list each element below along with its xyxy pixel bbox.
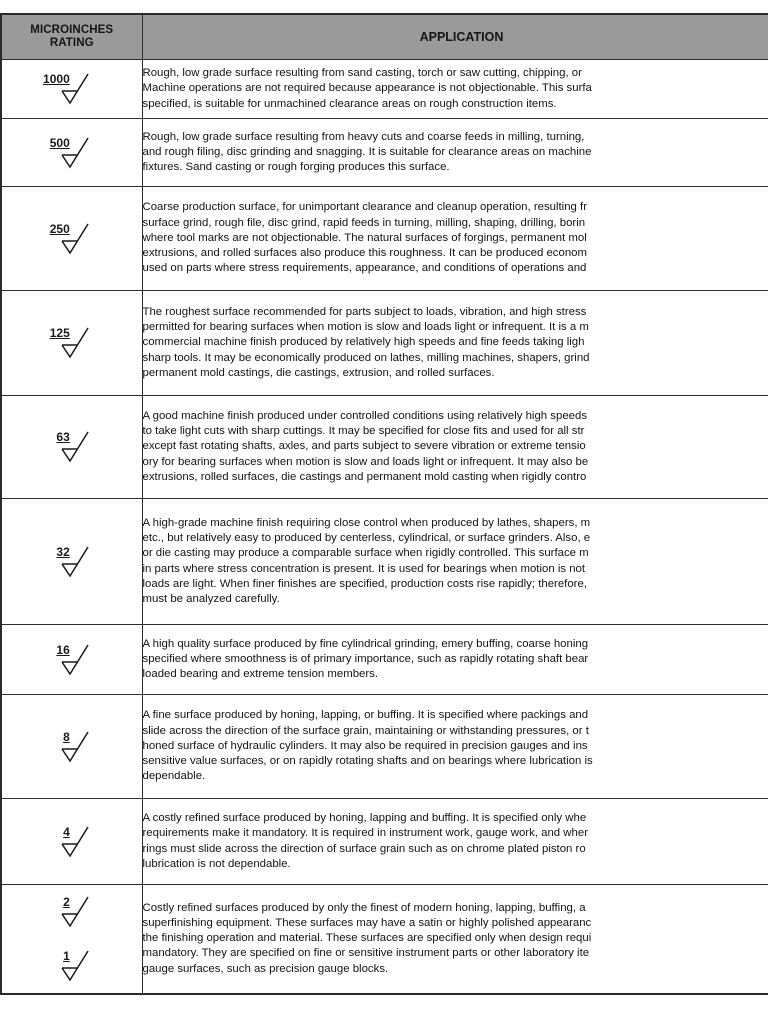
application-text-line: sharp tools. It may be economically produced on lathes, milling machines, shapers, grind bbox=[142, 351, 590, 364]
rating-cell bbox=[1, 291, 142, 396]
table-row bbox=[1, 396, 768, 499]
application-text-line: except fast rotating shafts, axles, and parts subject to severe vibration or extreme tensio bbox=[142, 440, 586, 453]
application-text-line: specified where smoothness is of primary importance, such as rapidly rotating shaft bear bbox=[142, 652, 589, 665]
application-text-line: must be analyzed carefully. bbox=[142, 592, 280, 605]
rating-cell bbox=[1, 499, 142, 625]
rating-header-line: MICROINCHES bbox=[30, 24, 114, 36]
application-text-line: lubrication is not dependable. bbox=[142, 857, 291, 870]
rating-cell bbox=[1, 625, 142, 695]
microinch-value: 4 bbox=[63, 824, 70, 839]
application-text-line: slide across the direction of the surface grain, maintaining or withstanding pressures, or t bbox=[142, 724, 589, 737]
surface-finish-symbol-icon bbox=[49, 222, 95, 256]
microinch-value: 8 bbox=[63, 729, 70, 744]
rating-symbols bbox=[2, 136, 142, 170]
application-text-line: Coarse production surface, for unimportant clearance and cleanup operation, resulting fr bbox=[142, 201, 587, 214]
application-text-line: A high quality surface produced by fine cylindrical grinding, emery buffing, coarse honing bbox=[142, 637, 589, 650]
application-text-line: extrusions, rolled surfaces, die castings and permanent mold casting when rigidly contro bbox=[142, 470, 587, 483]
application-text-line: A good machine finish produced under controlled conditions using relatively high speeds bbox=[142, 409, 588, 422]
rating-symbols bbox=[2, 730, 142, 764]
application-text-line: and rough filing, disc grinding and snagging. It is suitable for clearance areas on machine bbox=[142, 145, 592, 158]
surface-finish-symbol-icon bbox=[49, 430, 95, 464]
application-text-line: permitted for bearing surfaces when motion is slow and loads light or infrequent. It is a m bbox=[142, 321, 589, 334]
microinch-value: 16 bbox=[56, 642, 70, 657]
application-text-line: specified, is suitable for unmachined clearance areas on rough construction items. bbox=[142, 97, 557, 110]
application-cell bbox=[142, 119, 768, 187]
application-text-line: honed surface of hydraulic cylinders. It may also be required in precision gauges and ins bbox=[142, 739, 588, 752]
check-mark-triangle-icon bbox=[49, 825, 95, 859]
application-text-line: ory for bearing surfaces when motion is slow and loads light or infrequent. It may also be bbox=[142, 455, 589, 468]
surface-finish-symbol-icon bbox=[49, 545, 95, 579]
application-cell bbox=[142, 695, 768, 799]
application-text-line: or die casting may produce a comparable surface when rigidly controlled. This surface m bbox=[142, 547, 589, 560]
table-row bbox=[1, 625, 768, 695]
application-text-line: loads are light. When finer finishes are specified, production costs rise rapidly; therefore, bbox=[142, 577, 587, 590]
table-row bbox=[1, 885, 768, 994]
table-row bbox=[1, 60, 768, 119]
rating-symbols bbox=[2, 222, 142, 256]
microinch-value: 1 bbox=[63, 948, 70, 963]
rating-cell bbox=[1, 885, 142, 994]
application-cell bbox=[142, 187, 768, 291]
microinch-value: 250 bbox=[49, 221, 70, 236]
application-text-line: fixtures. Sand casting or rough forging produces this surface. bbox=[142, 161, 450, 174]
microinch-value: 1000 bbox=[43, 72, 70, 86]
application-cell bbox=[142, 799, 768, 885]
table-row bbox=[1, 799, 768, 885]
rating-cell bbox=[1, 396, 142, 499]
check-mark-triangle-icon bbox=[49, 949, 95, 983]
rating-symbols bbox=[2, 545, 142, 579]
application-text-line: superfinishing equipment. These surfaces may have a satin or highly polished appearanc bbox=[142, 916, 592, 929]
application-text-line: the finishing operation and material. These surfaces are specified only when design requi bbox=[142, 932, 592, 945]
microinch-value: 63 bbox=[56, 430, 70, 444]
application-text-line: in parts where stress concentration is present. It is used for bearings when motion is not bbox=[142, 562, 586, 575]
application-text-line: loaded bearing and extreme tension members. bbox=[142, 668, 379, 681]
application-text-line: used on parts where stress requirements, appearance, and conditions of operations and bbox=[142, 262, 587, 275]
rating-cell bbox=[1, 695, 142, 799]
surface-finish-symbol-icon bbox=[49, 136, 95, 170]
application-cell bbox=[142, 885, 768, 994]
application-text-line: extrusions, and rolled surfaces also produce this roughness. It can be produced econom bbox=[142, 247, 587, 260]
rating-symbols bbox=[2, 825, 142, 859]
application-cell bbox=[142, 60, 768, 119]
table-body bbox=[1, 60, 768, 994]
check-mark-triangle-icon bbox=[49, 895, 95, 929]
application-text-line: etc., but relatively easy to produced by centerless, cylindrical, or surface grinders. Also, e bbox=[142, 532, 591, 545]
application-text-line: sensitive value surfaces, or on rapidly rotating shafts and on bearings where lubrication is bbox=[142, 755, 593, 768]
rating-cell bbox=[1, 119, 142, 187]
application-text-line: Rough, low grade surface resulting from heavy cuts and coarse feeds in milling, turning, bbox=[142, 130, 585, 143]
application-text-line: requirements make it mandatory. It is required in instrument work, gauge work, and wher bbox=[142, 827, 588, 840]
application-text-line: The roughest surface recommended for parts subject to loads, vibration, and high stress bbox=[142, 305, 587, 318]
application-text-line: to take light cuts with sharp cuttings. It may be specified for close fits and used for all str bbox=[142, 425, 585, 438]
table-row bbox=[1, 187, 768, 291]
table-row bbox=[1, 291, 768, 396]
surface-finish-symbol-icon bbox=[49, 643, 95, 677]
application-cell bbox=[142, 625, 768, 695]
application-cell bbox=[142, 499, 768, 625]
microinch-value: 500 bbox=[49, 135, 70, 150]
rating-symbols bbox=[2, 643, 142, 677]
rating-symbols bbox=[2, 895, 142, 983]
rating-column-header bbox=[1, 14, 142, 60]
surface-finish-symbol-icon bbox=[49, 730, 95, 764]
application-text-line: dependable. bbox=[142, 770, 206, 783]
application-text-line: rings must slide across the direction of surface grain such as on chrome plated piston ro bbox=[142, 842, 586, 855]
table-row bbox=[1, 499, 768, 625]
rating-cell bbox=[1, 799, 142, 885]
table-header-row bbox=[1, 14, 768, 60]
rating-symbols bbox=[2, 430, 142, 464]
application-text-line: commercial machine finish produced by relatively high speeds and fine feeds taking ligh bbox=[142, 336, 585, 349]
surface-finish-symbol-icon bbox=[49, 825, 95, 859]
application-text-line: Costly refined surfaces produced by only the finest of modern honing, lapping, buffing, a bbox=[142, 901, 586, 914]
check-mark-triangle-icon bbox=[49, 730, 95, 764]
table-row bbox=[1, 119, 768, 187]
application-text-line: A high-grade machine finish requiring close control when produced by lathes, shapers, m bbox=[142, 516, 591, 529]
rating-symbols bbox=[2, 72, 142, 106]
microinch-value: 125 bbox=[49, 326, 70, 340]
rating-cell bbox=[1, 187, 142, 291]
application-text-line: surface grind, rough file, disc grind, rapid feeds in turning, milling, shaping, drilling, borin bbox=[142, 216, 586, 229]
surface-finish-table bbox=[0, 13, 768, 995]
application-cell bbox=[142, 396, 768, 499]
application-cell bbox=[142, 291, 768, 396]
application-column-header: APPLICATION bbox=[142, 14, 768, 60]
application-text-line: A costly refined surface produced by honing, lapping and buffing. It is specified only whe bbox=[142, 812, 587, 825]
rating-header-line: RATING bbox=[49, 37, 94, 49]
application-text-line: where tool marks are not objectionable. The natural surfaces of forgings, permanent mol bbox=[142, 231, 587, 244]
rating-cell bbox=[1, 60, 142, 119]
application-text-line: gauge surfaces, such as precision gauge blocks. bbox=[142, 962, 389, 975]
application-text-line: permanent mold castings, die castings, extrusion, and rolled surfaces. bbox=[142, 366, 495, 379]
table-row bbox=[1, 695, 768, 799]
surface-finish-symbol-icon bbox=[43, 72, 95, 106]
application-text-line: Rough, low grade surface resulting from sand casting, torch or saw cutting, chipping, or bbox=[142, 67, 582, 80]
application-text-line: mandatory. They are specified on fine or sensitive instrument parts or other laboratory ite bbox=[142, 947, 590, 960]
rating-symbols bbox=[2, 326, 142, 360]
application-text-line: A fine surface produced by honing, lapping, or buffing. It is specified where packings and bbox=[142, 709, 589, 722]
microinch-value: 2 bbox=[63, 894, 70, 909]
surface-finish-symbol-icon bbox=[49, 895, 95, 929]
surface-finish-symbol-icon bbox=[49, 949, 95, 983]
surface-finish-symbol-icon bbox=[49, 326, 95, 360]
microinch-value: 32 bbox=[56, 544, 70, 559]
application-text-line: Machine operations are not required because appearance is not objectionable. This surfa bbox=[142, 82, 592, 95]
